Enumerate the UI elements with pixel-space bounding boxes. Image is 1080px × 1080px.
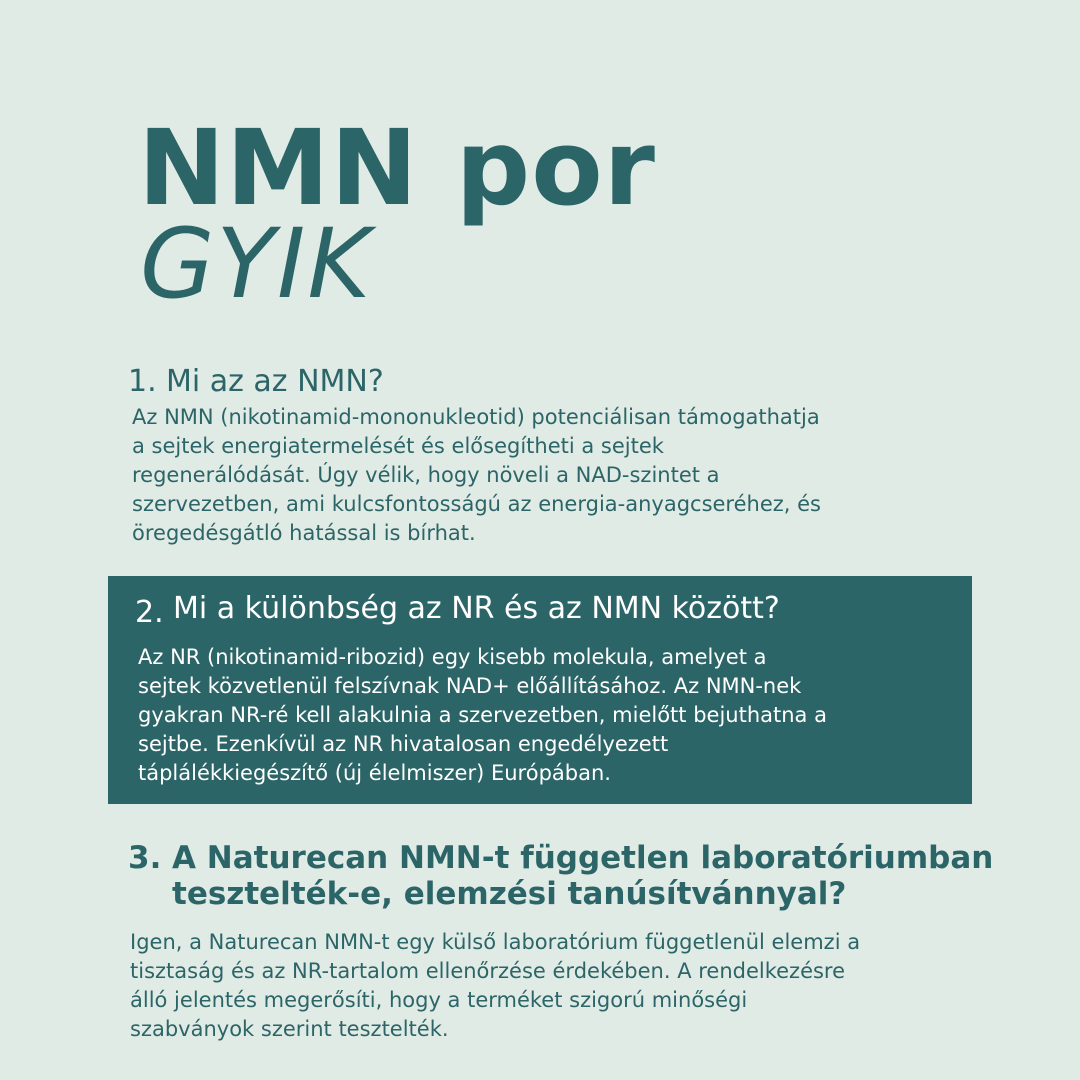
page-title: NMN por	[138, 107, 656, 229]
faq-number-1: 1.	[128, 364, 157, 399]
faq-question-1	[128, 362, 384, 402]
faq-answer-line: Igen, a Naturecan NMN-t egy külső laboratórium függetlenül elemzi a	[130, 930, 861, 954]
faq-question-text-1: Mi az az NMN?	[166, 364, 384, 399]
faq-answer-line: regenerálódását. Úgy vélik, hogy növeli a NAD-szintet a	[132, 463, 720, 487]
faq-question-line: A Naturecan NMN-t független laboratóriumban	[172, 840, 994, 876]
page-subtitle: GYIK	[140, 208, 373, 320]
faq-question-2	[135, 588, 780, 634]
faq-answer-line: öregedésgátló hatással is bírhat.	[132, 521, 476, 545]
faq-question-3	[128, 840, 1052, 912]
faq-number-3: 3.	[128, 840, 162, 876]
faq-question-line: tesztelték-e, elemzési tanúsítvánnyal?	[172, 876, 847, 912]
faq-answer-1	[132, 403, 821, 548]
faq-answer-2	[138, 643, 827, 788]
faq-answer-line: szervezetben, ami kulcsfontosságú az energia-anyagcseréhez, és	[132, 492, 821, 516]
faq-answer-line: Az NMN (nikotinamid-mononukleotid) potenciálisan támogathatja	[132, 405, 820, 429]
faq-answer-line: sejtek közvetlenül felszívnak NAD+ előállításához. Az NMN-nek	[138, 674, 802, 698]
faq-question-text-3	[172, 840, 1052, 912]
faq-answer-line: sejtbe. Ezenkívül az NR hivatalosan engedélyezett	[138, 732, 669, 756]
faq-answer-line: tisztaság és az NR-tartalom ellenőrzése érdekében. A rendelkezésre	[130, 959, 846, 983]
faq-number-2: 2.	[135, 595, 164, 630]
faq-answer-3	[130, 928, 860, 1044]
faq-answer-line: Az NR (nikotinamid-ribozid) egy kisebb molekula, amelyet a	[138, 645, 767, 669]
faq-answer-line: gyakran NR-ré kell alakulnia a szervezetben, mielőtt bejuthatna a	[138, 703, 827, 727]
faq-question-text-2: Mi a különbség az NR és az NMN között?	[173, 591, 780, 626]
faq-answer-line: a sejtek energiatermelését és elősegítheti a sejtek	[132, 434, 664, 458]
faq-answer-line: táplálékkiegészítő (új élelmiszer) Európában.	[138, 761, 611, 785]
faq-answer-line: szabványok szerint tesztelték.	[130, 1017, 449, 1041]
faq-answer-line: álló jelentés megerősíti, hogy a terméket szigorú minőségi	[130, 988, 748, 1012]
